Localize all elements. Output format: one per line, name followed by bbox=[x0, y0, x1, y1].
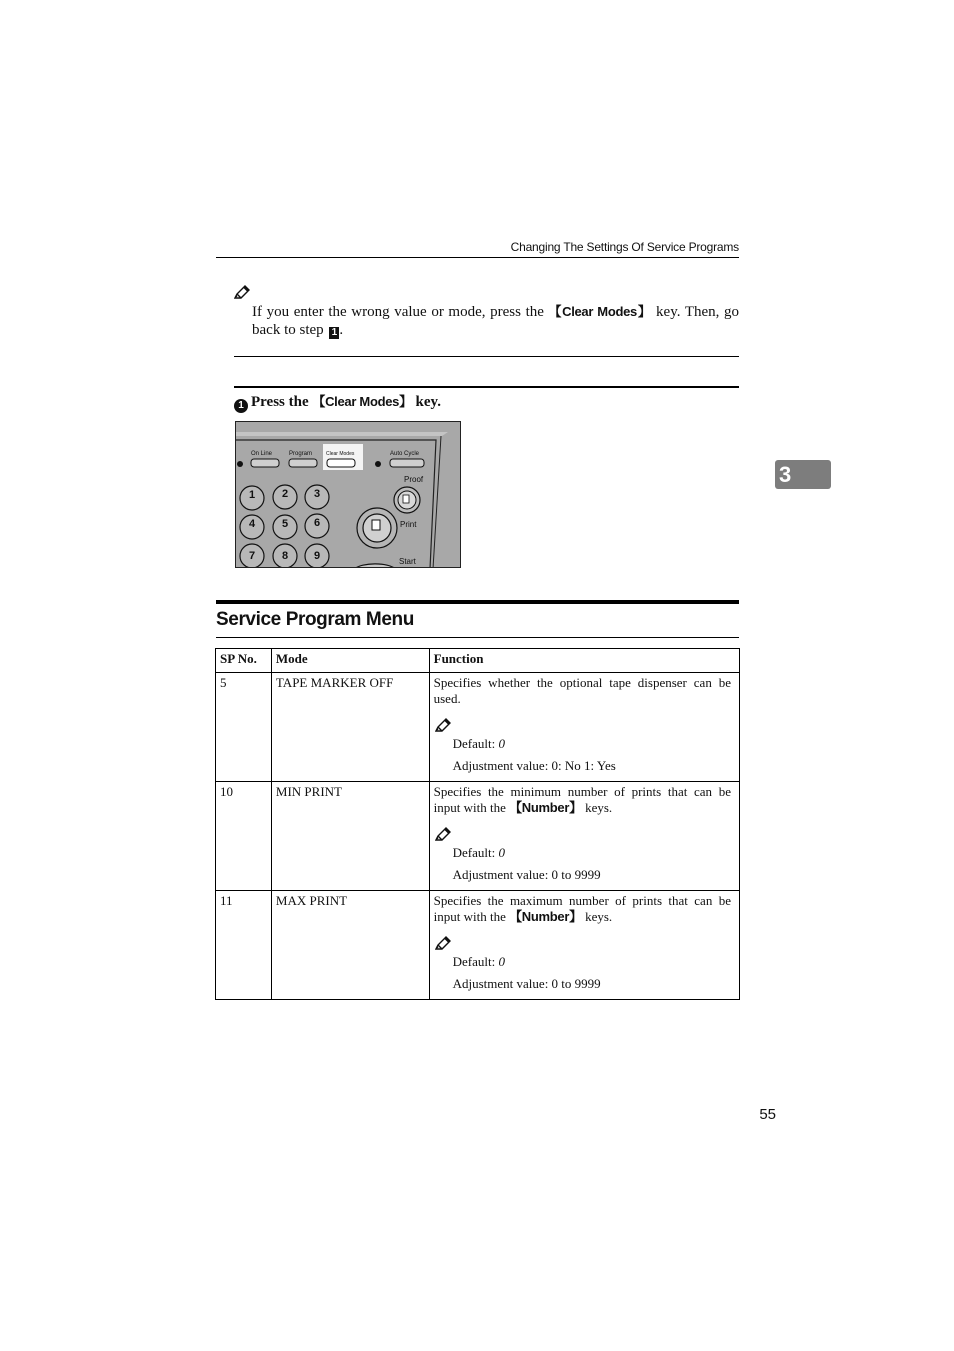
function-cell bbox=[430, 891, 739, 999]
table-row bbox=[216, 782, 740, 891]
number-key-label: 【Number】 bbox=[509, 800, 582, 815]
pencil-note-icon bbox=[435, 936, 451, 950]
control-panel-illustration bbox=[235, 421, 461, 568]
section-top-rule bbox=[216, 600, 739, 604]
program-label: Program bbox=[289, 451, 313, 457]
key-2: 2 bbox=[281, 488, 289, 500]
step-top-rule bbox=[234, 386, 739, 388]
print-label: Print bbox=[400, 520, 417, 529]
key-5: 5 bbox=[281, 518, 289, 530]
proof-label: Proof bbox=[404, 475, 424, 484]
function-cell bbox=[430, 673, 739, 781]
function-description: Specifies the maximum number of prints that can be input with the 【Number】 keys. bbox=[433, 893, 731, 924]
adjustment-value: Adjustment value: 0: No 1: Yes bbox=[452, 758, 616, 773]
mode-cell: TAPE MARKER OFF bbox=[275, 675, 394, 690]
section-title: Service Program Menu bbox=[216, 609, 414, 630]
key-1: 1 bbox=[248, 489, 256, 501]
pencil-note-icon bbox=[435, 827, 451, 841]
start-label: Start bbox=[399, 557, 416, 566]
auto-cycle-label: Auto Cycle bbox=[390, 451, 420, 457]
default-value: Default: 0 bbox=[452, 845, 505, 860]
key-3: 3 bbox=[313, 488, 321, 500]
mode-cell: MIN PRINT bbox=[275, 784, 342, 799]
header-function: Function bbox=[429, 649, 739, 673]
step-number-badge: 1 bbox=[234, 399, 248, 413]
step-instruction: 1 Press the 【Clear Modes】 key. bbox=[234, 393, 441, 413]
function-description: Specifies the minimum number of prints that can be input with the 【Number】 keys. bbox=[433, 784, 731, 815]
default-value: Default: 0 bbox=[452, 954, 505, 969]
section-bottom-rule bbox=[216, 637, 739, 638]
table-row bbox=[216, 673, 740, 782]
note-bottom-rule bbox=[234, 356, 739, 357]
header-sp-no: SP No. bbox=[216, 649, 272, 673]
clear-modes-key-label: 【Clear Modes】 bbox=[548, 304, 652, 319]
page-number: 55 bbox=[759, 1106, 776, 1123]
number-key-label: 【Number】 bbox=[509, 909, 582, 924]
sp-no-cell: 11 bbox=[220, 893, 233, 908]
adjustment-value: Adjustment value: 0 to 9999 bbox=[452, 867, 601, 882]
running-header: Changing The Settings Of Service Programs bbox=[510, 240, 739, 254]
header-mode: Mode bbox=[271, 649, 429, 673]
key-6: 6 bbox=[313, 517, 321, 529]
adjustment-value: Adjustment value: 0 to 9999 bbox=[452, 976, 601, 991]
step-reference-badge: 1 bbox=[329, 327, 339, 339]
service-program-table bbox=[215, 648, 740, 1000]
note-text: If you enter the wrong value or mode, press the 【Clear Modes】 key. Then, go back to step 1 . bbox=[252, 304, 740, 338]
pencil-note-icon bbox=[234, 285, 250, 299]
pencil-note-icon bbox=[435, 718, 451, 732]
key-8: 8 bbox=[281, 550, 289, 562]
mode-cell: MAX PRINT bbox=[275, 893, 348, 908]
clear-modes-key-label: 【Clear Modes】 bbox=[312, 394, 412, 409]
key-7: 7 bbox=[248, 550, 256, 562]
table-row bbox=[216, 891, 740, 1000]
key-9: 9 bbox=[313, 550, 321, 562]
function-cell bbox=[430, 782, 739, 890]
clear-modes-label: Clear Modes bbox=[326, 451, 355, 457]
key-4: 4 bbox=[248, 518, 256, 530]
header-rule bbox=[216, 257, 739, 258]
on-line-label: On Line bbox=[251, 451, 273, 457]
function-description: Specifies whether the optional tape dispenser can be used. bbox=[433, 675, 731, 706]
sp-no-cell: 10 bbox=[220, 784, 233, 799]
chapter-tab[interactable]: 3 bbox=[775, 460, 831, 489]
table-header-row bbox=[216, 649, 740, 673]
default-value: Default: 0 bbox=[452, 736, 505, 751]
sp-no-cell: 5 bbox=[220, 675, 227, 690]
